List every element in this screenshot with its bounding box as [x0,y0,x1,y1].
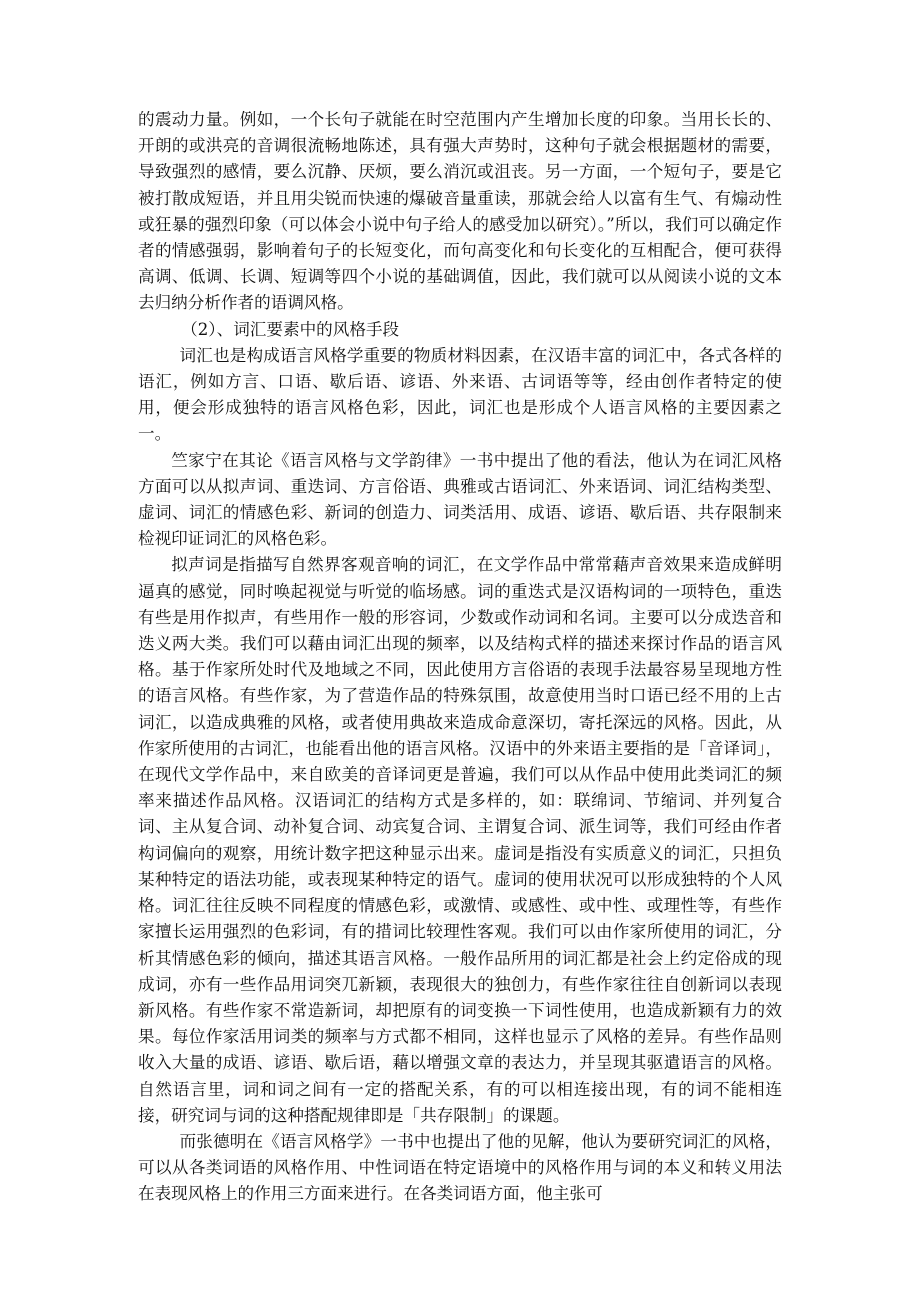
paragraph-vocabulary-intro: 词汇也是构成语言风格学重要的物质材料因素，在汉语丰富的词汇中，各式各样的语汇，例如方言、口语、歇后语、谚语、外来语、古词语等等，经由创作者特定的使用，便会形成独特的语言风格色彩，因此，词汇也是形成个人语言风格的主要因素之一。 [138,345,782,444]
paragraph-zhang-deming: 而张德明在《语言风格学》一书中也提出了他的见解，他认为要研究词汇的风格，可以从各类词语的风格作用、中性词语在特定语境中的风格作用与词的本义和转义用法在表现风格上的作用三方面来进行。在各类词语方面，他主张可 [138,1131,782,1204]
paragraph-onomatopoeia: 拟声词是指描写自然界客观音响的词汇，在文学作品中常常藉声音效果来造成鲜明逼真的感觉，同时唤起视觉与听觉的临场感。词的重迭式是汉语构词的一项特色，重迭有些是用作拟声，有些用作一般的形容词，少数或作动词和名词。主要可以分成迭音和迭义两大类。我们可以藉由词汇出现的频率，以及结构式样的描述来探讨作品的语言风格。基于作家所处时代及地域之不同，因此使用方言俗语的表现手法最容易呈现地方性的语言风格。有些作家，为了营造作品的特殊氛围，故意使用当时口语已经不用的上古词汇，以造成典雅的风格，或者使用典故来造成命意深切，寄托深远的风格。因此，从作家所使用的古词汇，也能看出他的语言风格。汉语中的外来语主要指的是「音译词」，在现代文学作品中，来自欧美的音译词更是普遍，我们可以从作品中使用此类词汇的频率来描述作品风格。汉语词汇的结构方式是多样的，如：联绵词、节缩词、并列复合词、主从复合词、动补复合词、动宾复合词、主谓复合词、派生词等，我们可经由作者构词偏向的观察，用统计数字把这种显示出来。虚词是指没有实质意义的词汇，只担负某种特定的语法功能，或表现某种特定的语气。虚词的使用状况可以形成独特的个人风格。词汇往往反映不同程度的情感色彩，或激情、或感性、或中性、或理性等，有些作家擅长运用强烈的色彩词，有的措词比较理性客观。我们可以由作家所使用的词汇，分析其情感色彩的倾向，描述其语言风格。一般作品所用的词汇都是社会上约定俗成的现成词，亦有一些作品用词突兀新颖，表现很大的独创力，有些作家往往自创新词以表现新风格。有些作家不常造新词，却把原有的词变换一下词性使用，也造成新颖有力的效果。每位作家活用词类的频率与方式都不相同，这样也显示了风格的差异。有些作品则收入大量的成语、谚语、歇后语，藉以增强文章的表达力，并呈现其驱遣语言的风格。自然语言里，词和词之间有一定的搭配关系，有的可以相连接出现，有的词不能相连接，研究词与词的这种搭配规律即是「共存限制」的课题。 [138,555,782,1125]
document-page [138,107,782,1208]
paragraph-continuation: 的震动力量。例如，一个长句子就能在时空范围内产生增加长度的印象。当用长长的、开朗的或洪亮的音调很流畅地陈述，具有强大声势时，这种句子就会根据题材的需要，导致强烈的感情，要么沉静、厌烦，要么消沉或沮丧。另一方面，一个短句子，要是它被打散成短语，并且用尖锐而快速的爆破音量重读，那就会给人以富有生气、有煽动性或狂暴的强烈印象（可以体会小说中句子给人的感受加以研究）。”所以，我们可以确定作者的情感强弱，影响着句子的长短变化，而句高变化和句长变化的互相配合，便可获得高调、低调、长调、短调等四个小说的基础调值，因此，我们就可以从阅读小说的文本去归纳分析作者的语调风格。 [138,110,782,313]
paragraph-zhu-jianing: 竺家宁在其论《语言风格与文学韵律》一书中提出了他的看法，他认为在词汇风格方面可以从拟声词、重迭词、方言俗语、典雅或古语词汇、外来语词、词汇结构类型、虚词、词汇的情感色彩、新词的创造力、词类活用、成语、谚语、歇后语、共存限制来检视印证词汇的风格色彩。 [138,450,782,549]
section-heading: （2）、词汇要素中的风格手段 [181,319,400,339]
